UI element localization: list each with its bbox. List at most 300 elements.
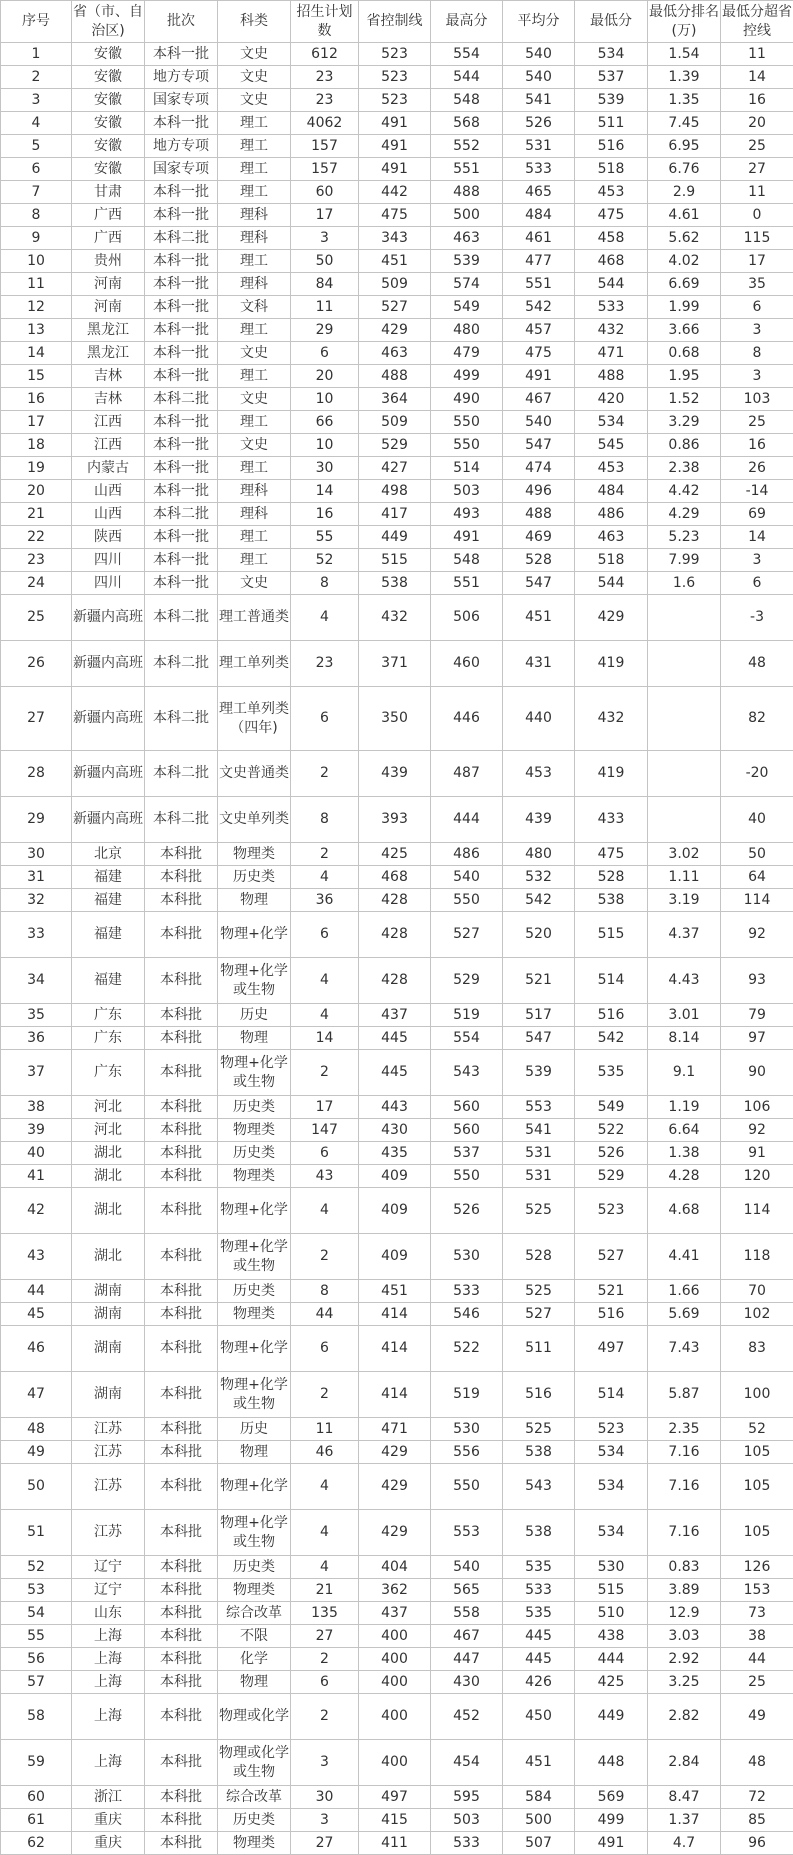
- cell-province: 河南: [72, 273, 145, 296]
- cell-min-score: 475: [575, 204, 648, 227]
- cell-min-score: 438: [575, 1625, 648, 1648]
- cell-min-score: 444: [575, 1648, 648, 1671]
- cell-avg-score: 532: [503, 866, 575, 889]
- cell-control-line: 445: [359, 1050, 431, 1096]
- cell-category: 物理: [218, 1671, 291, 1694]
- cell-control-line: 417: [359, 503, 431, 526]
- cell-control-line: 491: [359, 135, 431, 158]
- cell-avg-score: 528: [503, 549, 575, 572]
- cell-index: 48: [1, 1418, 72, 1441]
- cell-index: 41: [1, 1165, 72, 1188]
- cell-plan-count: 4: [291, 1188, 359, 1234]
- cell-avg-score: 439: [503, 797, 575, 843]
- cell-plan-count: 6: [291, 1671, 359, 1694]
- cell-avg-score: 517: [503, 1004, 575, 1027]
- cell-max-score: 526: [431, 1188, 503, 1234]
- cell-control-line: 463: [359, 342, 431, 365]
- cell-min-rank: [648, 595, 721, 641]
- cell-max-score: 548: [431, 89, 503, 112]
- cell-min-score: 518: [575, 549, 648, 572]
- cell-over-line: 97: [721, 1027, 793, 1050]
- cell-min-rank: 1.19: [648, 1096, 721, 1119]
- cell-category: 文史: [218, 342, 291, 365]
- table-row: [1, 1832, 793, 1855]
- cell-control-line: 527: [359, 296, 431, 319]
- cell-province: 吉林: [72, 388, 145, 411]
- table-row: [1, 181, 793, 204]
- cell-batch: 本科一批: [145, 296, 218, 319]
- cell-max-score: 480: [431, 319, 503, 342]
- cell-control-line: 430: [359, 1119, 431, 1142]
- cell-avg-score: 535: [503, 1602, 575, 1625]
- cell-province: 安徽: [72, 89, 145, 112]
- table-row: [1, 526, 793, 549]
- cell-category: 理工: [218, 135, 291, 158]
- cell-max-score: 546: [431, 1303, 503, 1326]
- cell-min-score: 544: [575, 572, 648, 595]
- cell-min-score: 516: [575, 135, 648, 158]
- cell-min-rank: 6.76: [648, 158, 721, 181]
- cell-avg-score: 551: [503, 273, 575, 296]
- cell-plan-count: 20: [291, 365, 359, 388]
- cell-min-rank: [648, 687, 721, 751]
- cell-min-score: 420: [575, 388, 648, 411]
- cell-avg-score: 542: [503, 296, 575, 319]
- table-row: [1, 250, 793, 273]
- cell-min-rank: 1.37: [648, 1809, 721, 1832]
- cell-avg-score: 531: [503, 1142, 575, 1165]
- cell-control-line: 491: [359, 112, 431, 135]
- cell-province: 广东: [72, 1004, 145, 1027]
- table-row: [1, 1188, 793, 1234]
- cell-over-line: 126: [721, 1556, 793, 1579]
- cell-index: 6: [1, 158, 72, 181]
- cell-category: 理科: [218, 273, 291, 296]
- cell-over-line: 69: [721, 503, 793, 526]
- cell-batch: 本科批: [145, 1188, 218, 1234]
- cell-min-score: 549: [575, 1096, 648, 1119]
- cell-index: 50: [1, 1464, 72, 1510]
- cell-index: 23: [1, 549, 72, 572]
- cell-over-line: 114: [721, 889, 793, 912]
- cell-avg-score: 533: [503, 1579, 575, 1602]
- cell-min-score: 514: [575, 958, 648, 1004]
- cell-over-line: 102: [721, 1303, 793, 1326]
- cell-category: 文史: [218, 572, 291, 595]
- cell-max-score: 447: [431, 1648, 503, 1671]
- cell-category: 物理+化学或生物: [218, 1510, 291, 1556]
- table-row: [1, 1625, 793, 1648]
- cell-index: 12: [1, 296, 72, 319]
- cell-batch: 地方专项: [145, 66, 218, 89]
- cell-min-rank: 6.95: [648, 135, 721, 158]
- cell-plan-count: 21: [291, 1579, 359, 1602]
- cell-province: 黑龙江: [72, 319, 145, 342]
- cell-category: 理科: [218, 480, 291, 503]
- cell-category: 历史: [218, 1418, 291, 1441]
- cell-batch: 本科批: [145, 866, 218, 889]
- cell-avg-score: 535: [503, 1556, 575, 1579]
- cell-min-score: 526: [575, 1142, 648, 1165]
- cell-min-rank: 7.16: [648, 1510, 721, 1556]
- cell-control-line: 409: [359, 1234, 431, 1280]
- cell-province: 广西: [72, 204, 145, 227]
- cell-province: 湖南: [72, 1326, 145, 1372]
- cell-control-line: 442: [359, 181, 431, 204]
- cell-category: 综合改革: [218, 1786, 291, 1809]
- cell-avg-score: 465: [503, 181, 575, 204]
- cell-min-rank: 4.28: [648, 1165, 721, 1188]
- table-row: [1, 751, 793, 797]
- cell-index: 1: [1, 43, 72, 66]
- table-row: [1, 296, 793, 319]
- cell-min-score: 544: [575, 273, 648, 296]
- cell-plan-count: 147: [291, 1119, 359, 1142]
- table-row: [1, 1786, 793, 1809]
- cell-max-score: 543: [431, 1050, 503, 1096]
- cell-index: 54: [1, 1602, 72, 1625]
- cell-avg-score: 426: [503, 1671, 575, 1694]
- cell-index: 49: [1, 1441, 72, 1464]
- cell-batch: 本科二批: [145, 227, 218, 250]
- table-row: [1, 158, 793, 181]
- cell-control-line: 400: [359, 1671, 431, 1694]
- cell-over-line: 92: [721, 1119, 793, 1142]
- cell-min-score: 539: [575, 89, 648, 112]
- cell-province: 北京: [72, 843, 145, 866]
- cell-plan-count: 43: [291, 1165, 359, 1188]
- cell-control-line: 429: [359, 1464, 431, 1510]
- cell-min-score: 429: [575, 595, 648, 641]
- cell-max-score: 553: [431, 1510, 503, 1556]
- header-col-avg-score: 平均分: [503, 1, 575, 43]
- cell-min-rank: 1.35: [648, 89, 721, 112]
- cell-index: 27: [1, 687, 72, 751]
- cell-min-score: 542: [575, 1027, 648, 1050]
- cell-min-score: 463: [575, 526, 648, 549]
- cell-batch: 本科一批: [145, 572, 218, 595]
- cell-min-rank: 3.29: [648, 411, 721, 434]
- cell-plan-count: 27: [291, 1832, 359, 1855]
- cell-min-rank: 1.52: [648, 388, 721, 411]
- cell-province: 江西: [72, 434, 145, 457]
- cell-over-line: 11: [721, 181, 793, 204]
- cell-min-score: 419: [575, 751, 648, 797]
- cell-over-line: 52: [721, 1418, 793, 1441]
- cell-category: 物理: [218, 1441, 291, 1464]
- cell-control-line: 414: [359, 1303, 431, 1326]
- cell-max-score: 444: [431, 797, 503, 843]
- cell-min-rank: 8.47: [648, 1786, 721, 1809]
- cell-plan-count: 135: [291, 1602, 359, 1625]
- cell-over-line: 48: [721, 641, 793, 687]
- table-row: [1, 1234, 793, 1280]
- cell-province: 新疆内高班: [72, 641, 145, 687]
- cell-max-score: 550: [431, 1464, 503, 1510]
- cell-min-score: 523: [575, 1188, 648, 1234]
- table-row: [1, 457, 793, 480]
- cell-category: 理科: [218, 503, 291, 526]
- cell-plan-count: 11: [291, 296, 359, 319]
- cell-province: 安徽: [72, 43, 145, 66]
- cell-min-score: 523: [575, 1418, 648, 1441]
- cell-avg-score: 538: [503, 1441, 575, 1464]
- cell-over-line: 90: [721, 1050, 793, 1096]
- cell-province: 湖北: [72, 1234, 145, 1280]
- cell-province: 甘肃: [72, 181, 145, 204]
- cell-min-rank: [648, 751, 721, 797]
- cell-max-score: 503: [431, 480, 503, 503]
- cell-avg-score: 541: [503, 89, 575, 112]
- cell-category: 历史类: [218, 1556, 291, 1579]
- cell-plan-count: 44: [291, 1303, 359, 1326]
- cell-batch: 本科批: [145, 1027, 218, 1050]
- cell-plan-count: 8: [291, 572, 359, 595]
- cell-over-line: 50: [721, 843, 793, 866]
- cell-min-rank: 2.9: [648, 181, 721, 204]
- cell-min-score: 432: [575, 319, 648, 342]
- cell-min-rank: 1.39: [648, 66, 721, 89]
- cell-batch: 本科批: [145, 1050, 218, 1096]
- cell-avg-score: 445: [503, 1625, 575, 1648]
- cell-province: 广东: [72, 1050, 145, 1096]
- cell-index: 46: [1, 1326, 72, 1372]
- cell-avg-score: 431: [503, 641, 575, 687]
- cell-avg-score: 467: [503, 388, 575, 411]
- cell-avg-score: 469: [503, 526, 575, 549]
- cell-category: 文史: [218, 89, 291, 112]
- cell-batch: 本科批: [145, 1809, 218, 1832]
- cell-control-line: 451: [359, 1280, 431, 1303]
- cell-batch: 本科批: [145, 1556, 218, 1579]
- cell-min-rank: 9.1: [648, 1050, 721, 1096]
- cell-avg-score: 488: [503, 503, 575, 526]
- cell-control-line: 432: [359, 595, 431, 641]
- cell-min-rank: 4.29: [648, 503, 721, 526]
- cell-category: 理工: [218, 457, 291, 480]
- cell-batch: 本科批: [145, 1280, 218, 1303]
- cell-min-score: 515: [575, 912, 648, 958]
- cell-over-line: 35: [721, 273, 793, 296]
- cell-avg-score: 540: [503, 43, 575, 66]
- cell-over-line: 92: [721, 912, 793, 958]
- cell-max-score: 554: [431, 1027, 503, 1050]
- cell-over-line: 120: [721, 1165, 793, 1188]
- cell-category: 物理类: [218, 1832, 291, 1855]
- table-row: [1, 1441, 793, 1464]
- cell-batch: 本科批: [145, 1303, 218, 1326]
- cell-province: 内蒙古: [72, 457, 145, 480]
- cell-control-line: 371: [359, 641, 431, 687]
- cell-control-line: 409: [359, 1165, 431, 1188]
- cell-index: 2: [1, 66, 72, 89]
- cell-province: 江苏: [72, 1418, 145, 1441]
- cell-plan-count: 55: [291, 526, 359, 549]
- cell-min-score: 453: [575, 181, 648, 204]
- cell-over-line: 83: [721, 1326, 793, 1372]
- cell-min-rank: 5.23: [648, 526, 721, 549]
- cell-control-line: 488: [359, 365, 431, 388]
- cell-batch: 本科一批: [145, 549, 218, 572]
- cell-province: 上海: [72, 1694, 145, 1740]
- cell-index: 8: [1, 204, 72, 227]
- cell-category: 历史类: [218, 1809, 291, 1832]
- cell-max-score: 491: [431, 526, 503, 549]
- cell-plan-count: 2: [291, 843, 359, 866]
- cell-control-line: 515: [359, 549, 431, 572]
- table-header-row: [1, 1, 793, 43]
- cell-category: 理工: [218, 365, 291, 388]
- cell-min-score: 522: [575, 1119, 648, 1142]
- cell-plan-count: 4: [291, 595, 359, 641]
- cell-min-score: 491: [575, 1832, 648, 1855]
- cell-index: 35: [1, 1004, 72, 1027]
- cell-min-rank: 6.69: [648, 273, 721, 296]
- cell-batch: 本科一批: [145, 112, 218, 135]
- cell-avg-score: 520: [503, 912, 575, 958]
- cell-category: 理工: [218, 549, 291, 572]
- cell-index: 57: [1, 1671, 72, 1694]
- cell-over-line: -20: [721, 751, 793, 797]
- cell-min-score: 538: [575, 889, 648, 912]
- cell-batch: 本科批: [145, 912, 218, 958]
- cell-category: 物理+化学: [218, 912, 291, 958]
- cell-batch: 本科批: [145, 1096, 218, 1119]
- cell-batch: 本科批: [145, 1464, 218, 1510]
- cell-batch: 本科批: [145, 1119, 218, 1142]
- cell-control-line: 343: [359, 227, 431, 250]
- cell-max-score: 499: [431, 365, 503, 388]
- cell-province: 福建: [72, 912, 145, 958]
- table-row: [1, 843, 793, 866]
- table-row: [1, 1027, 793, 1050]
- cell-min-score: 534: [575, 1441, 648, 1464]
- cell-batch: 本科批: [145, 1326, 218, 1372]
- cell-control-line: 404: [359, 1556, 431, 1579]
- cell-over-line: 17: [721, 250, 793, 273]
- cell-plan-count: 6: [291, 1142, 359, 1165]
- cell-index: 61: [1, 1809, 72, 1832]
- cell-max-score: 550: [431, 411, 503, 434]
- cell-min-rank: 4.43: [648, 958, 721, 1004]
- cell-province: 四川: [72, 572, 145, 595]
- cell-avg-score: 547: [503, 434, 575, 457]
- cell-over-line: 3: [721, 319, 793, 342]
- cell-min-rank: 0.83: [648, 1556, 721, 1579]
- cell-over-line: 85: [721, 1809, 793, 1832]
- cell-max-score: 565: [431, 1579, 503, 1602]
- cell-max-score: 522: [431, 1326, 503, 1372]
- cell-batch: 地方专项: [145, 135, 218, 158]
- cell-min-rank: 1.38: [648, 1142, 721, 1165]
- cell-plan-count: 2: [291, 1050, 359, 1096]
- cell-category: 历史类: [218, 866, 291, 889]
- table-row: [1, 1671, 793, 1694]
- cell-index: 26: [1, 641, 72, 687]
- cell-avg-score: 539: [503, 1050, 575, 1096]
- cell-min-score: 535: [575, 1050, 648, 1096]
- cell-plan-count: 23: [291, 641, 359, 687]
- cell-plan-count: 10: [291, 434, 359, 457]
- cell-avg-score: 475: [503, 342, 575, 365]
- table-row: [1, 227, 793, 250]
- cell-plan-count: 29: [291, 319, 359, 342]
- cell-control-line: 364: [359, 388, 431, 411]
- cell-plan-count: 36: [291, 889, 359, 912]
- cell-category: 物理或化学或生物: [218, 1740, 291, 1786]
- cell-province: 江苏: [72, 1464, 145, 1510]
- cell-batch: 本科一批: [145, 250, 218, 273]
- cell-over-line: 14: [721, 66, 793, 89]
- cell-control-line: 523: [359, 89, 431, 112]
- cell-batch: 本科批: [145, 1694, 218, 1740]
- cell-plan-count: 2: [291, 1648, 359, 1671]
- cell-plan-count: 30: [291, 457, 359, 480]
- cell-province: 上海: [72, 1671, 145, 1694]
- cell-control-line: 400: [359, 1740, 431, 1786]
- cell-min-rank: 1.99: [648, 296, 721, 319]
- cell-batch: 本科批: [145, 1142, 218, 1165]
- cell-min-score: 471: [575, 342, 648, 365]
- cell-category: 物理类: [218, 1579, 291, 1602]
- header-col-min-rank: 最低分排名(万): [648, 1, 721, 43]
- table-row: [1, 1004, 793, 1027]
- cell-plan-count: 157: [291, 135, 359, 158]
- cell-avg-score: 540: [503, 66, 575, 89]
- cell-min-score: 425: [575, 1671, 648, 1694]
- cell-batch: 国家专项: [145, 89, 218, 112]
- cell-province: 山西: [72, 503, 145, 526]
- table-row: [1, 204, 793, 227]
- cell-batch: 本科二批: [145, 503, 218, 526]
- table-row: [1, 1740, 793, 1786]
- cell-plan-count: 8: [291, 1280, 359, 1303]
- cell-control-line: 350: [359, 687, 431, 751]
- cell-province: 广东: [72, 1027, 145, 1050]
- cell-max-score: 530: [431, 1234, 503, 1280]
- cell-avg-score: 531: [503, 135, 575, 158]
- table-row: [1, 641, 793, 687]
- cell-province: 湖北: [72, 1188, 145, 1234]
- cell-min-score: 468: [575, 250, 648, 273]
- cell-max-score: 533: [431, 1280, 503, 1303]
- header-col-max-score: 最高分: [431, 1, 503, 43]
- cell-min-rank: 3.03: [648, 1625, 721, 1648]
- cell-over-line: 103: [721, 388, 793, 411]
- cell-over-line: 3: [721, 365, 793, 388]
- cell-category: 历史: [218, 1004, 291, 1027]
- cell-avg-score: 525: [503, 1188, 575, 1234]
- cell-max-score: 556: [431, 1441, 503, 1464]
- cell-category: 物理类: [218, 843, 291, 866]
- cell-over-line: 6: [721, 296, 793, 319]
- cell-control-line: 471: [359, 1418, 431, 1441]
- cell-max-score: 548: [431, 549, 503, 572]
- cell-min-rank: 4.68: [648, 1188, 721, 1234]
- table-row: [1, 480, 793, 503]
- cell-batch: 本科一批: [145, 480, 218, 503]
- cell-plan-count: 4062: [291, 112, 359, 135]
- cell-max-score: 550: [431, 434, 503, 457]
- cell-min-score: 453: [575, 457, 648, 480]
- cell-control-line: 429: [359, 1510, 431, 1556]
- cell-province: 辽宁: [72, 1579, 145, 1602]
- cell-province: 江苏: [72, 1441, 145, 1464]
- cell-category: 不限: [218, 1625, 291, 1648]
- cell-over-line: 79: [721, 1004, 793, 1027]
- cell-province: 重庆: [72, 1832, 145, 1855]
- cell-category: 综合改革: [218, 1602, 291, 1625]
